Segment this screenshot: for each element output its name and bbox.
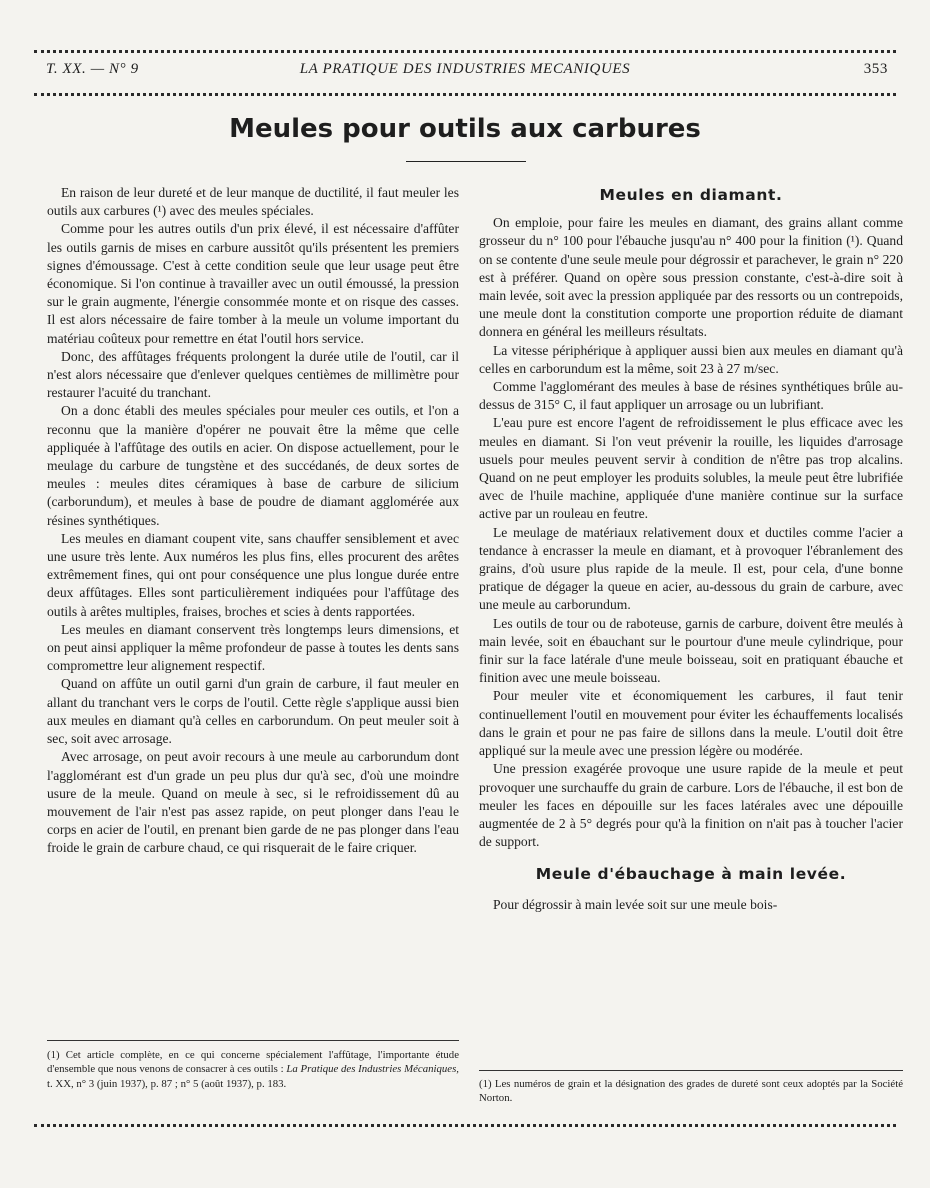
left-paragraph: Avec arrosage, on peut avoir recours à une meule au carborundum dont l'agglomérant est d'un grade un peu plus dur qu'à sec, d'où une moindre usure de la meule. Quand on meule à sec, si le refroidissement dû au mouvement de l'air n'est pas assez rapide, on peut plonger dans l'eau le corps en acier de l'outil, en prenant bien garde de ne pas plonger dans l'eau froide le grain de carbure chaud, ce qui risquerait de le faire criquer. [47, 749, 459, 856]
left-paragraph: Les meules en diamant coupent vite, sans chauffer sensiblement et avec une usure très lente. Aux numéros les plus fins, elles procurent des arêtes extrêmement fines, qui ont pour conséquence une plus longue durée entre deux affûtages. Elles sont particulièrement indiquées pour l'affûtage des outils à arêtes multiples, fraises, broches et scies à dents rapportées. [47, 530, 459, 619]
article-title: Meules pour outils aux carbures [229, 114, 701, 144]
journal-name: LA PRATIQUE DES INDUSTRIES MECANIQUES [299, 61, 631, 77]
left-paragraph: Donc, des affûtages fréquents prolongent la durée utile de l'outil, car il n'est alors nécessaire que d'enlever quelques centièmes de millimètre pour restaurer l'acuité du tranchant. [47, 348, 459, 401]
right-footnote: (1) Les numéros de grain et la désignation des grades de dureté sont ceux adoptés par la Société Norton. [479, 1078, 903, 1105]
page-number: 353 [863, 61, 888, 77]
running-head [34, 61, 896, 83]
left-paragraph: Quand on affûte un outil garni d'un grain de carbure, il faut meuler en allant du tranchant vers le corps de l'outil. Cette règle s'applique aussi bien aux meules en diamant qu'à celles en carborundum. On peut meuler soit à sec, soit avec arrosage. [47, 676, 459, 747]
section-heading-ebauchage: Meule d'ébauchage à main levée. [535, 865, 847, 884]
title-underline [406, 161, 526, 162]
left-paragraph: On a donc établi des meules spéciales pour meuler ces outils, et l'on a reconnu que la manière d'opérer ne pouvait être la même que celle appliquée à l'affûtage des outils en acier. On dispose actuellement, pour le meulage du carbure de tungstène et des succédanés, de deux sortes de meules : meules dites céramiques à base de carbure de silicium (carborundum), et meules à base de poudre de diamant agglomérée aux résines synthétiques. [47, 403, 459, 528]
left-paragraph: Comme pour les autres outils d'un prix élevé, il est nécessaire d'affûter les outils garnis de mises en carbure aussitôt qu'ils présentent les premiers signes d'émoussage. C'est à cette condition seule que leur usage peut être économique. Si l'on continue à travailler avec un outil émoussé, la pression sur le grain augmente, l'énergie consommée monte et on risque des casses. Il est alors nécessaire de faire tomber à la meule un volume important du matériau coûteux pour remettre en état l'outil hors service. [47, 221, 459, 346]
right-paragraph: Une pression exagérée provoque une usure rapide de la meule et peut provoquer une surchauffe du grain de carbure. Lors de l'ébauche, il est bon de meuler les faces en dépouille sur les faces latérales avec une dépouille augmentée de 2 à 5° degrés pour qu'à la finition on n'ait pas à toucher l'acier de support. [479, 761, 903, 850]
left-footnote [47, 1048, 459, 1091]
right-paragraph: Pour meuler vite et économiquement les carbures, il faut tenir continuellement l'outil en mouvement pour éviter les échauffements localisés dans le grain et pour ne pas faire de sillons dans la meule. L'outil doit être appliqué sur la meule avec une pression légère ou modérée. [479, 688, 903, 759]
right-paragraph: On emploie, pour faire les meules en diamant, des grains allant comme grosseur du n° 100 pour l'ébauche jusqu'au n° 400 pour la finition (¹). Quand on se contente d'une seule meule pour dégrossir et parachever, le grain n° 220 est à préférer. Quand on opère sous pression constante, c'est-à-dire soit à main levée, soit avec la pression appliquée par des ressorts ou un contrepoids, une meule dont la constitution comporte une proportion réduite de diamant donnera en général les meilleurs résultats. [479, 215, 903, 340]
right-footnote-rule [479, 1070, 903, 1071]
bottom-dotted-rule [34, 1124, 896, 1127]
right-paragraph: Les outils de tour ou de raboteuse, garnis de carbure, doivent être meulés à main levée, soit en ébauchant sur le pourtour d'une meule cylindrique, pour finir sur la face latérale d'une meule boisseau, soit en pratiquant ébauche et finition avec une meule boisseau. [479, 615, 903, 686]
left-footnote-prefix: (1) Cet article complète, en ce qui concerne spécialement l'affûtage, l'importante étude d'ensemble que nous venons de consacrer à ces outils : [47, 1049, 459, 1076]
header-dotted-rule [34, 93, 896, 96]
right-paragraph: La vitesse périphérique à appliquer aussi bien aux meules en diamant qu'à celles en carborundum est la même, soit 23 à 27 m/sec. [479, 342, 903, 376]
right-paragraph: L'eau pure est encore l'agent de refroidissement le plus efficace avec les meules en diamant. Si l'on veut prévenir la rouille, les liquides d'arrosage usuels pour meules peuvent servir à condition de n'être pas trop alcalins. Quand on ne peut employer les produits solubles, la meule peut être lubrifiée avec de l'huile machine, appliquée d'une manière continue sur la surface active par un rouleau en feutre. [479, 415, 903, 522]
right-paragraph: Le meulage de matériaux relativement doux et ductiles comme l'acier a tendance à encrasser la meule en diamant, et à provoquer l'ébranlement des grains, d'où usure plus rapide de la meule. Il est, pour cela, d'une bonne pratique de dégager la queue en acier, au-dessous du grain de carbure, avec une meule au carborundum. [479, 524, 903, 613]
section-heading-diamant: Meules en diamant. [599, 186, 783, 204]
left-footnote-rule [47, 1040, 459, 1041]
right-paragraph: Comme l'agglomérant des meules à base de résines synthétiques brûle au-dessus de 315° C, il faut appliquer un arrosage ou un lubrifiant. [479, 379, 903, 413]
left-footnote-journal: La Pratique des Industries Mécaniques, [286, 1063, 459, 1076]
left-paragraph: Les meules en diamant conservent très longtemps leurs dimensions, et on peut ainsi appliquer la même profondeur de passe à toutes les dents sans compromettre leur alignement respectif. [47, 621, 459, 674]
left-paragraph: En raison de leur dureté et de leur manque de ductilité, il faut meuler les outils aux carbures (¹) avec des meules spéciales. [47, 185, 459, 219]
right-column [479, 184, 903, 914]
right-paragraph: Pour dégrossir à main levée soit sur une meule bois- [493, 896, 778, 912]
top-dotted-rule [34, 50, 896, 53]
issue-number: T. XX. — N° 9 [46, 61, 139, 77]
left-column [47, 184, 459, 858]
left-footnote-suffix: t. XX, n° 3 (juin 1937), p. 87 ; n° 5 (août 1937), p. 183. [47, 1077, 287, 1090]
